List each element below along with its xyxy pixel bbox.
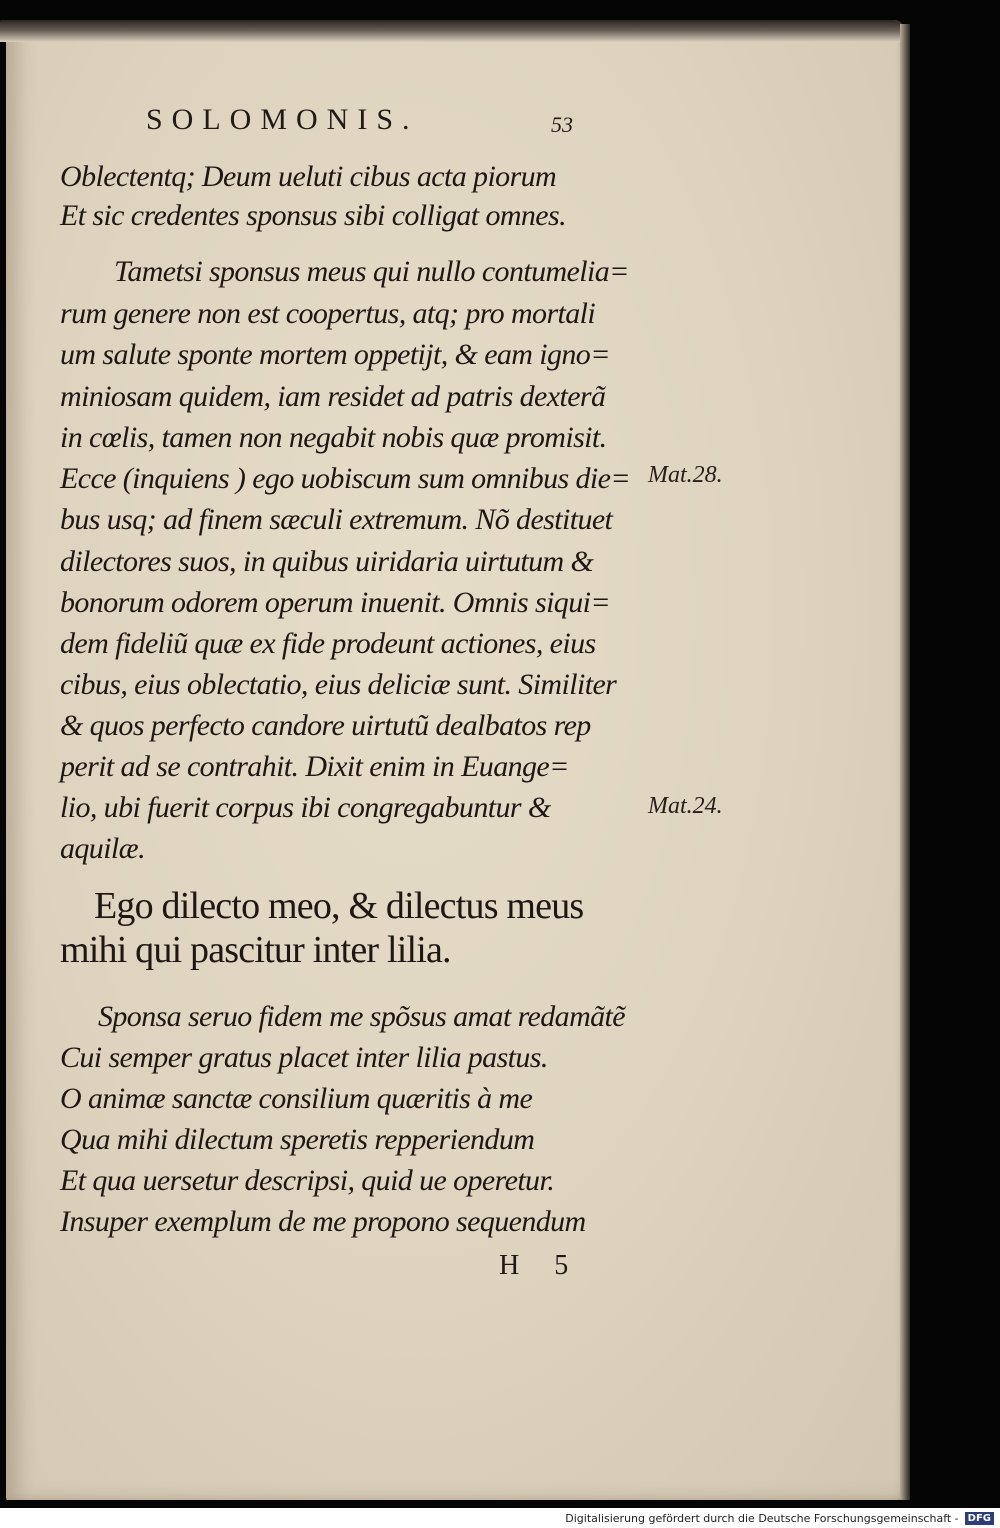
- verse-bottom-line-1: Sponsa seruo fidem me spõsus amat redamãtẽ: [98, 1000, 625, 1033]
- verse-top-line-2: Et sic credentes sponsus sibi colligat omnes.: [60, 199, 566, 232]
- prose-line-3: um salute sponte mortem oppetijt, & eam igno=: [60, 338, 610, 371]
- marginal-note-mat-28: Mat.28.: [648, 462, 723, 488]
- heading-line-1: Ego dilecto meo, & dilectus meus: [94, 885, 584, 927]
- running-head: SOLOMONIS.: [146, 103, 419, 136]
- page-right-edge: [900, 24, 910, 1500]
- prose-line-8: dilectores suos, in quibus uiridaria uirtutum &: [60, 545, 594, 578]
- verse-bottom-line-5: Et qua uersetur descripsi, quid ue operetur.: [60, 1164, 555, 1197]
- prose-line-14: lio, ubi fuerit corpus ibi congregabuntur &: [60, 791, 551, 824]
- folio-number: 53: [551, 112, 573, 137]
- prose-line-9: bonorum odorem operum inuenit. Omnis siqui=: [60, 586, 610, 619]
- prose-line-12: & quos perfecto candore uirtutũ dealbatos rep: [60, 709, 591, 742]
- verse-bottom-line-6: Insuper exemplum de me propono sequendum: [60, 1205, 586, 1238]
- prose-line-10: dem fideliũ quæ ex fide prodeunt actiones, eius: [60, 627, 596, 660]
- verse-bottom-line-4: Qua mihi dilectum speretis repperiendum: [60, 1123, 535, 1156]
- prose-line-1: Tametsi sponsus meus qui nullo contumelia=: [114, 255, 629, 288]
- prose-line-11: cibus, eius oblectatio, eius deliciæ sunt. Similiter: [60, 668, 617, 701]
- verse-bottom-line-3: O animæ sanctæ consilium quæritis à me: [60, 1082, 533, 1115]
- prose-line-5: in cœlis, tamen non negabit nobis quæ promisit.: [60, 421, 607, 454]
- prose-line-15: aquilæ.: [60, 832, 145, 865]
- digitization-footer: [0, 1508, 1000, 1528]
- signature-mark: H 5: [499, 1250, 583, 1281]
- prose-line-2: rum genere non est coopertus, atq; pro mortali: [60, 297, 596, 330]
- marginal-note-mat-24: Mat.24.: [648, 793, 723, 819]
- page-top-edge: [0, 20, 904, 42]
- verse-bottom-line-2: Cui semper gratus placet inter lilia pastus.: [60, 1041, 548, 1074]
- footer-credit-text: Digitalisierung gefördert durch die Deutsche Forschungsgemeinschaft -: [565, 1511, 959, 1525]
- prose-line-7: bus usq; ad finem sæculi extremum. Nõ destituet: [60, 503, 613, 536]
- prose-line-4: miniosam quidem, iam residet ad patris dexterã: [60, 380, 606, 413]
- dfg-logo: DFG: [965, 1512, 994, 1525]
- heading-line-2: mihi qui pascitur inter lilia.: [60, 929, 451, 971]
- verse-top-line-1: Oblectentq; Deum ueluti cibus acta piorum: [60, 160, 557, 193]
- prose-line-13: perit ad se contrahit. Dixit enim in Euange=: [60, 750, 569, 783]
- prose-line-6: Ecce (inquiens ) ego uobiscum sum omnibus die=: [60, 462, 631, 495]
